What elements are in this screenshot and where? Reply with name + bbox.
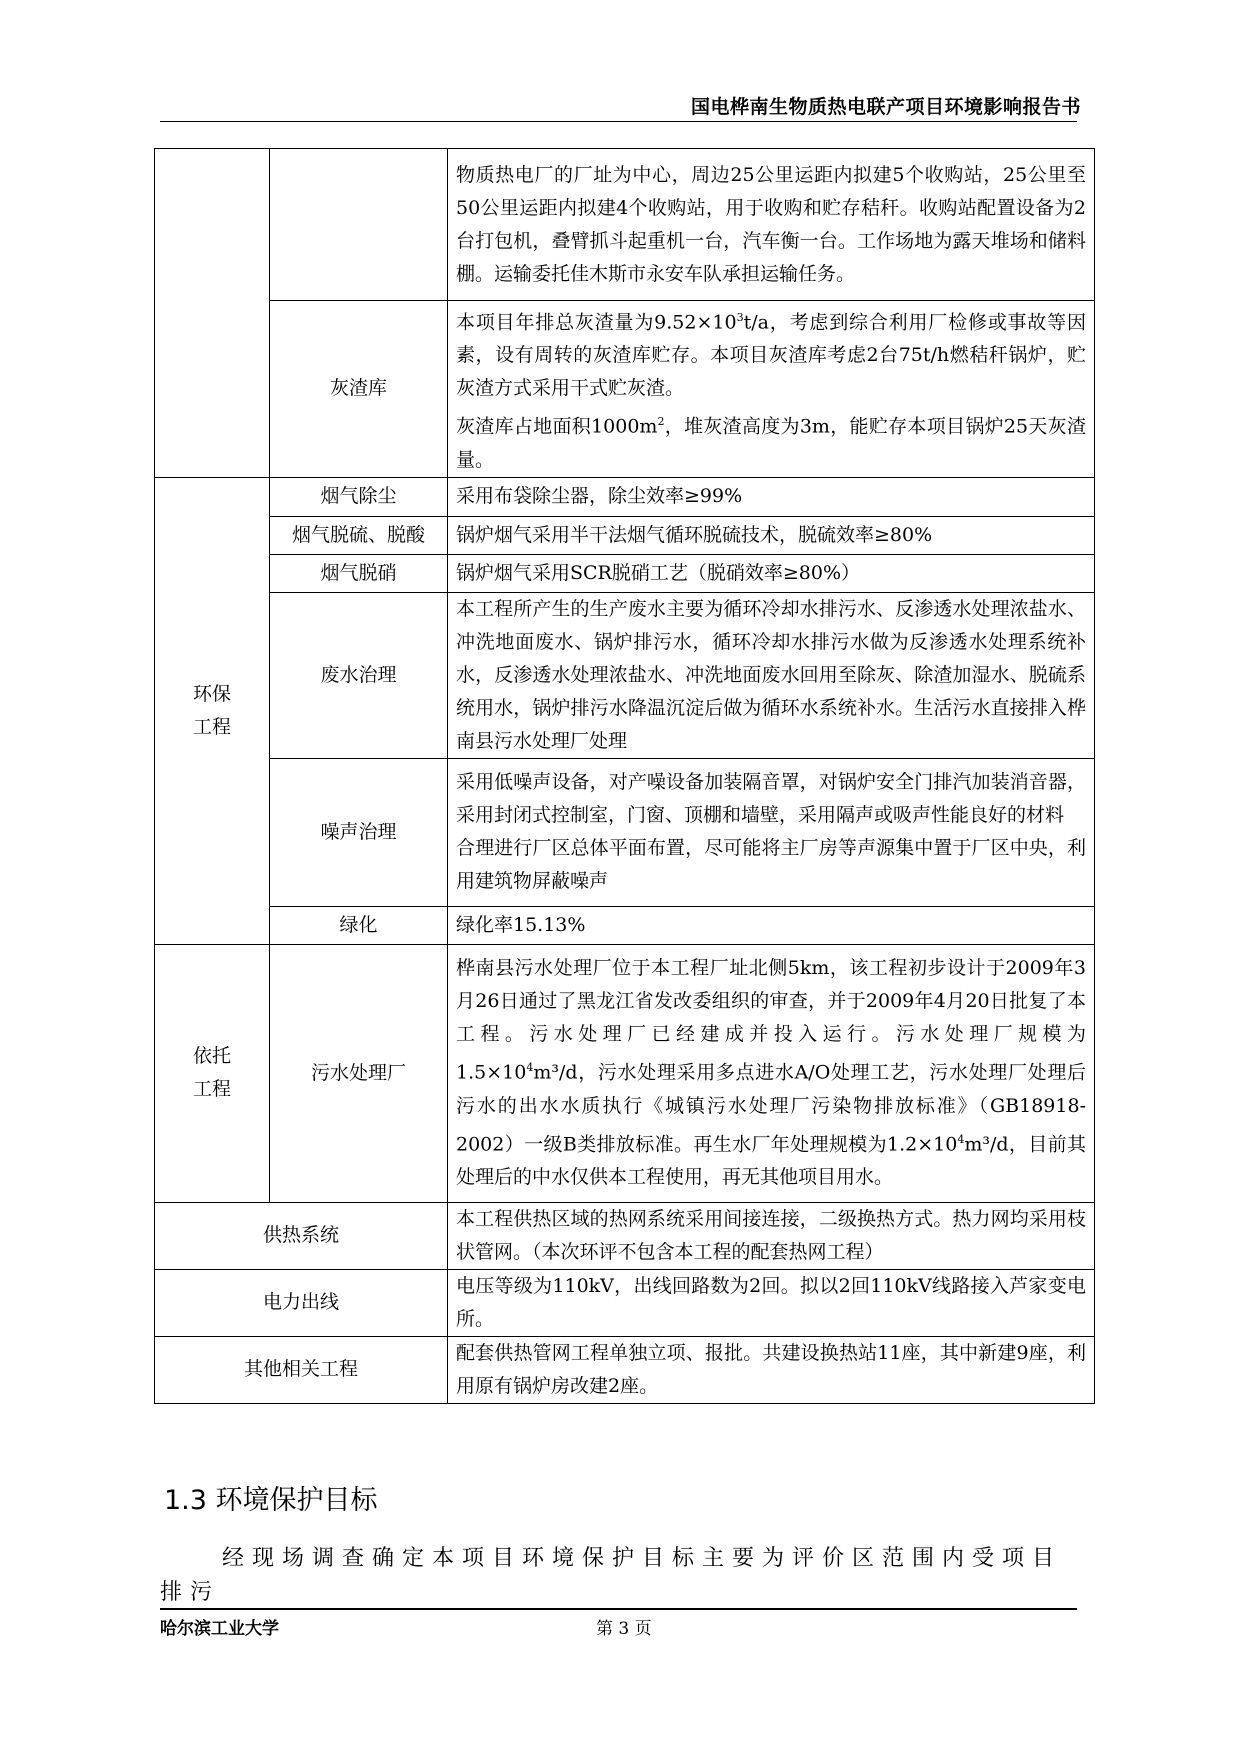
table-cell-content: 本工程供热区域的热网系统采用间接连接，二级换热方式。热力网均采用枝状管网。（本次环评不包含本工程的配套热网工程） — [448, 1202, 1095, 1269]
table-row — [155, 758, 1095, 906]
table-cell-label: 烟气脱硫、脱酸 — [270, 516, 448, 554]
table-cell-content: 本工程所产生的生产废水主要为循环冷却水排污水、反渗透水处理浓盐水、冲洗地面废水、锅炉排污水，循环冷却水排污水做为反渗透水处理系统补水，反渗透水处理浓盐水、冲洗地面废水回用至除灰、除渣加湿水、脱硫系统用水，锅炉排污水降温沉淀后做为循环水系统补水。生活污水直接排入桦南县污水处理厂处理 — [448, 592, 1095, 758]
table-cell-label: 电力出线 — [155, 1269, 448, 1336]
table-cell-content: 电压等级为110kV，出线回路数为2回。拟以2回110kV线路接入芦家变电所。 — [448, 1269, 1095, 1336]
table-row — [155, 592, 1095, 758]
table-cell-content: 锅炉烟气采用SCR脱硝工艺（脱硝效率≥80%） — [448, 554, 1095, 592]
table-row — [155, 1202, 1095, 1269]
footer-organization: 哈尔滨工业大学 — [160, 1619, 279, 1639]
table-cell-label: 噪声治理 — [270, 758, 448, 906]
header-rule — [160, 121, 1077, 122]
table-row — [155, 554, 1095, 592]
section-heading: 1.3 环境保护目标 — [164, 1485, 378, 1516]
header-title: 国电桦南生物质热电联产项目环境影响报告书 — [690, 96, 1081, 118]
table-cell-label: 烟气脱硝 — [270, 554, 448, 592]
footer-rule — [160, 1608, 1077, 1610]
section-paragraph: 经现场调查确定本项目环境保护目标主要为评价区范围内受项目排污 — [160, 1546, 1063, 1605]
group-label-rely: 依托 工程 — [155, 944, 270, 1202]
table-cell-content: 桦南县污水处理厂位于本工程厂址北侧5km，该工程初步设计于2009年3月26日通过了黑龙江省发改委组织的审查，并于2009年4月20日批复了本工程。污水处理厂已经建成并投入运行。污水处理厂规模为$1.5\times 10^4m^3/d$，污水处理采用多点进水A/O处理工艺，污水处理厂处理后污水的出水水质执行《城镇污水处理厂污染物排放标准》（GB18918-2002）一级B类排放标准。再生水厂年处理规模为$1.2\times 10^4m^3/d$，目前其处理后的中水仅供本工程使用，再无其他项目用水。 — [448, 944, 1095, 1202]
table-cell-label: 其他相关工程 — [155, 1336, 448, 1403]
table-row — [155, 1336, 1095, 1403]
table-row — [155, 477, 1095, 516]
table-cell-label: 供热系统 — [155, 1202, 448, 1269]
table-row — [155, 1269, 1095, 1336]
table-row — [155, 906, 1095, 944]
table-cell-content: 物质热电厂的厂址为中心，周边25公里运距内拟建5个收购站，25公里至50公里运距内拟建4个收购站，用于收购和贮存秸秆。收购站配置设备为2台打包机，叠臂抓斗起重机一台，汽车衡一台。工作场地为露天堆场和储料棚。运输委托佳木斯市永安车队承担运输任务。 — [448, 149, 1095, 301]
table-cell-empty — [155, 149, 270, 478]
table-cell-empty — [270, 149, 448, 301]
table-cell-content: 锅炉烟气采用半干法烟气循环脱硫技术，脱硫效率≥80% — [448, 516, 1095, 554]
table-cell-content: 本项目年排总灰渣量为$9.52\times 10^3t/a$，考虑到综合利用厂检修或事故等因素，设有周转的灰渣库贮存。本项目灰渣库考虑2台75t/h燃秸秆锅炉，贮灰渣方式采用干式贮灰渣。 灰渣库占地面积$1000m^2$，堆灰渣高度为3m，能贮存本项目锅炉25天灰渣量。 — [448, 301, 1095, 478]
table-cell-content: 采用低噪声设备，对产噪设备加装隔音罩，对锅炉安全门排汽加装消音器，采用封闭式控制室，门窗、顶棚和墙壁，采用隔声或吸声性能良好的材料 合理进行厂区总体平面布置，尽可能将主厂房等声源集中置于厂区中央，利用建筑物屏蔽噪声 — [448, 758, 1095, 906]
table-row — [155, 301, 1095, 478]
table-cell-label: 烟气除尘 — [270, 477, 448, 516]
table-cell-label: 绿化 — [270, 906, 448, 944]
table-cell-content: 绿化率15.13% — [448, 906, 1095, 944]
table-row — [155, 944, 1095, 1202]
table-cell-label: 灰渣库 — [270, 301, 448, 478]
table-row — [155, 149, 1095, 301]
table-row — [155, 516, 1095, 554]
group-label-env: 环保 工程 — [155, 477, 270, 944]
project-table — [154, 148, 1095, 1404]
table-cell-content: 采用布袋除尘器，除尘效率≥99% — [448, 477, 1095, 516]
table-cell-content: 配套供热管网工程单独立项、报批。共建设换热站11座，其中新建9座，利用原有锅炉房改建2座。 — [448, 1336, 1095, 1403]
page-number: 第 3 页 — [596, 1619, 652, 1639]
table-cell-label: 污水处理厂 — [270, 944, 448, 1202]
table-cell-label: 废水治理 — [270, 592, 448, 758]
